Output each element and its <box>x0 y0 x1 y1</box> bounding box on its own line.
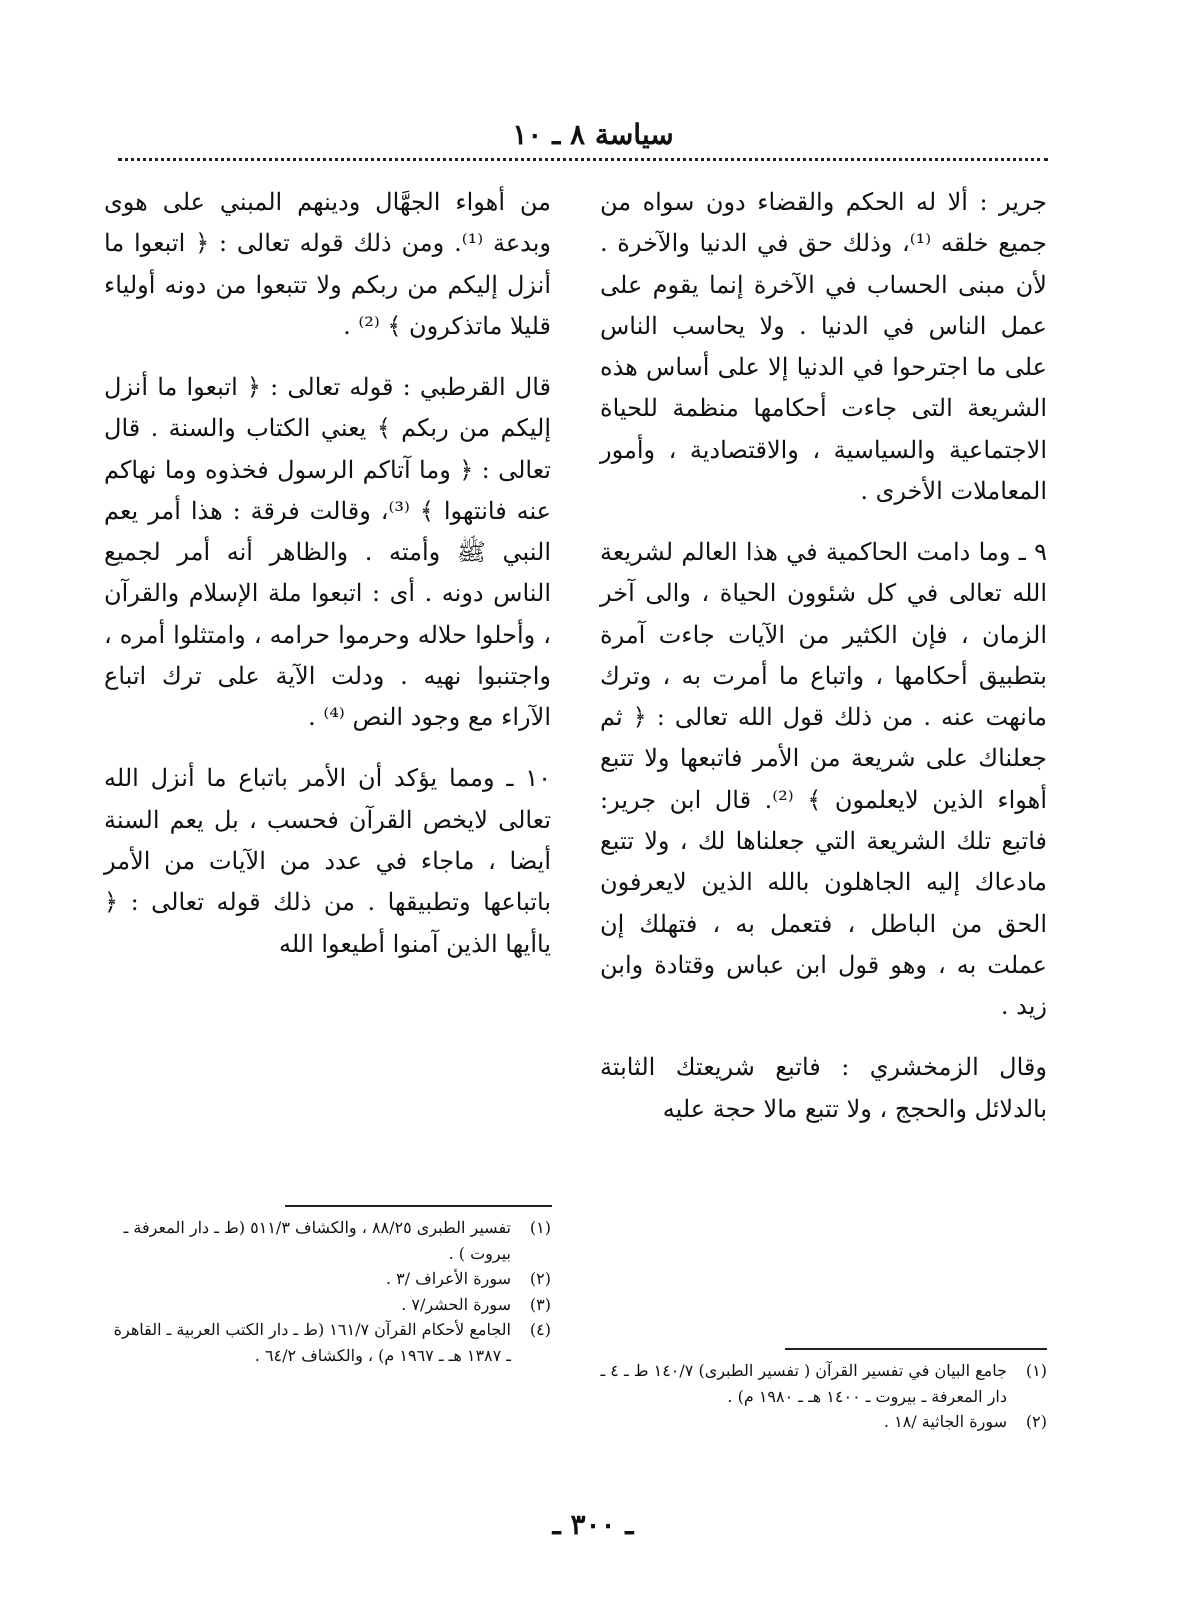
running-header: سياسة ٨ ـ ١٠ <box>512 118 674 151</box>
right-footnotes <box>600 1358 1047 1435</box>
footnote-number: (٢) <box>1025 1412 1047 1432</box>
footnote-divider <box>785 1348 1047 1350</box>
footnote-text: سورة الجاثية /١٨ . <box>883 1412 1007 1432</box>
footnote <box>104 1317 551 1368</box>
footnote-text: تفسير الطبرى ٨٨/٢٥ ، والكشاف ٥١١/٣ (ط ـ دار المعرفة ـ بيروت ) . <box>123 1218 511 1263</box>
footnote-text: الجامع لأحكام القرآن ١٦١/٧ (ط ـ دار الكتب العربية ـ القاهرة ـ ١٣٨٧ هـ ـ ١٩٦٧ م) ، والكشاف ٦٤/٢ . <box>113 1320 511 1365</box>
footnote <box>104 1266 551 1292</box>
paragraph: جرير : ألا له الحكم والقضاء دون سواه من جميع خلقه ⁽¹⁾، وذلك حق في الدنيا والآخرة . لأن مبنى الحساب في الآخرة إنما يقوم على عمل الناس في الدنيا . ولا يحاسب الناس على ما اجترحوا في الدنيا إلا على أساس هذه الشريعة التى جاءت أحكامها منظمة للحياة الاجتماعية والسياسية ، والاقتصادية ، وأمور المعاملات الأخرى . <box>600 188 1047 505</box>
page-number: ـ ٣٠٠ ـ <box>552 1508 634 1541</box>
right-column <box>600 182 1047 1150</box>
header-divider <box>118 158 1048 161</box>
footnote <box>600 1358 1047 1409</box>
paragraph: قال القرطبي : قوله تعالى : ﴿ اتبعوا ما أنزل إليكم من ربكم ﴾ يعني الكتاب والسنة . قال تعالى : ﴿ وما آتاكم الرسول فخذوه وما نهاكم عنه فانتهوا ﴾ ⁽³⁾، وقالت فرقة : هذا أمر يعم النبي ﷺ وأمته . والظاهر أنه أمر لجميع الناس دونه . أى : اتبعوا ملة الإسلام والقرآن ، وأحلوا حلاله وحرموا حرامه ، وامتثلوا أمره ، واجتنبوا نهيه . ودلت الآية على ترك اتباع الآراء مع وجود النص ⁽⁴⁾ . <box>104 373 551 732</box>
footnote-text: جامع البيان في تفسير القرآن ( تفسير الطبرى) ١٤٠/٧ ط ـ ٤ ـ دار المعرفة ـ بيروت ـ ١٤٠٠ هـ ـ ١٩٨٠ م) . <box>600 1361 1007 1406</box>
footnote-number: (٢) <box>529 1269 551 1289</box>
paragraph: ٩ ـ وما دامت الحاكمية في هذا العالم لشريعة الله تعالى في كل شئوون الحياة ، والى آخر الزمان ، فإن الكثير من الآيات جاءت آمرة بتطبيق أحكامها ، واتباع ما أمرت به ، وترك مانهت عنه . من ذلك قول الله تعالى : ﴿ ثم جعلناك على شريعة من الأمر فاتبعها ولا تتبع أهواء الذين لايعلمون ﴾ ⁽²⁾. قال ابن جرير: فاتبع تلك الشريعة التي جعلناها لك ، ولا تتبع مادعاك إليه الجاهلون بالله الذين لايعرفون الحق من الباطل ، فتعمل به ، فتهلك إن عملت به ، وهو قول ابن عباس وقتادة وابن زيد . <box>600 538 1047 1021</box>
footnote-text: سورة الأعراف /٣ . <box>385 1269 511 1289</box>
paragraph: من أهواء الجهَّال ودينهم المبني على هوى وبدعة ⁽¹⁾. ومن ذلك قوله تعالى : ﴿ اتبعوا ما أنزل إليكم من ربكم ولا تتبعوا من دونه أولياء قليلا ماتذكرون ﴾ ⁽²⁾ . <box>104 188 552 340</box>
footnote <box>104 1215 551 1266</box>
left-footnotes <box>104 1215 551 1369</box>
paragraph: ١٠ ـ ومما يؤكد أن الأمر باتباع ما أنزل الله تعالى لايخص القرآن فحسب ، بل يعم السنة أيضا ، ماجاء في عدد من الآيات من الأمر باتباعها وتطبيقها . من ذلك قوله تعالى : ﴿ ياأيها الذين آمنوا أطيعوا الله <box>104 764 551 958</box>
footnote-number: (٣) <box>529 1294 551 1314</box>
paragraph: وقال الزمخشري : فاتبع شريعتك الثابتة بالدلائل والحجج ، ولا تتبع مالا حجة عليه <box>600 1053 1047 1123</box>
footnote-number: (١) <box>529 1218 551 1237</box>
footnote <box>104 1292 551 1318</box>
footnote-divider <box>285 1205 552 1207</box>
footnote-number: (١) <box>1025 1361 1047 1380</box>
footnote <box>600 1409 1047 1435</box>
left-column <box>104 182 551 985</box>
footnote-text: سورة الحشر/٧ . <box>401 1294 511 1314</box>
footnote-number: (٤) <box>529 1320 551 1340</box>
